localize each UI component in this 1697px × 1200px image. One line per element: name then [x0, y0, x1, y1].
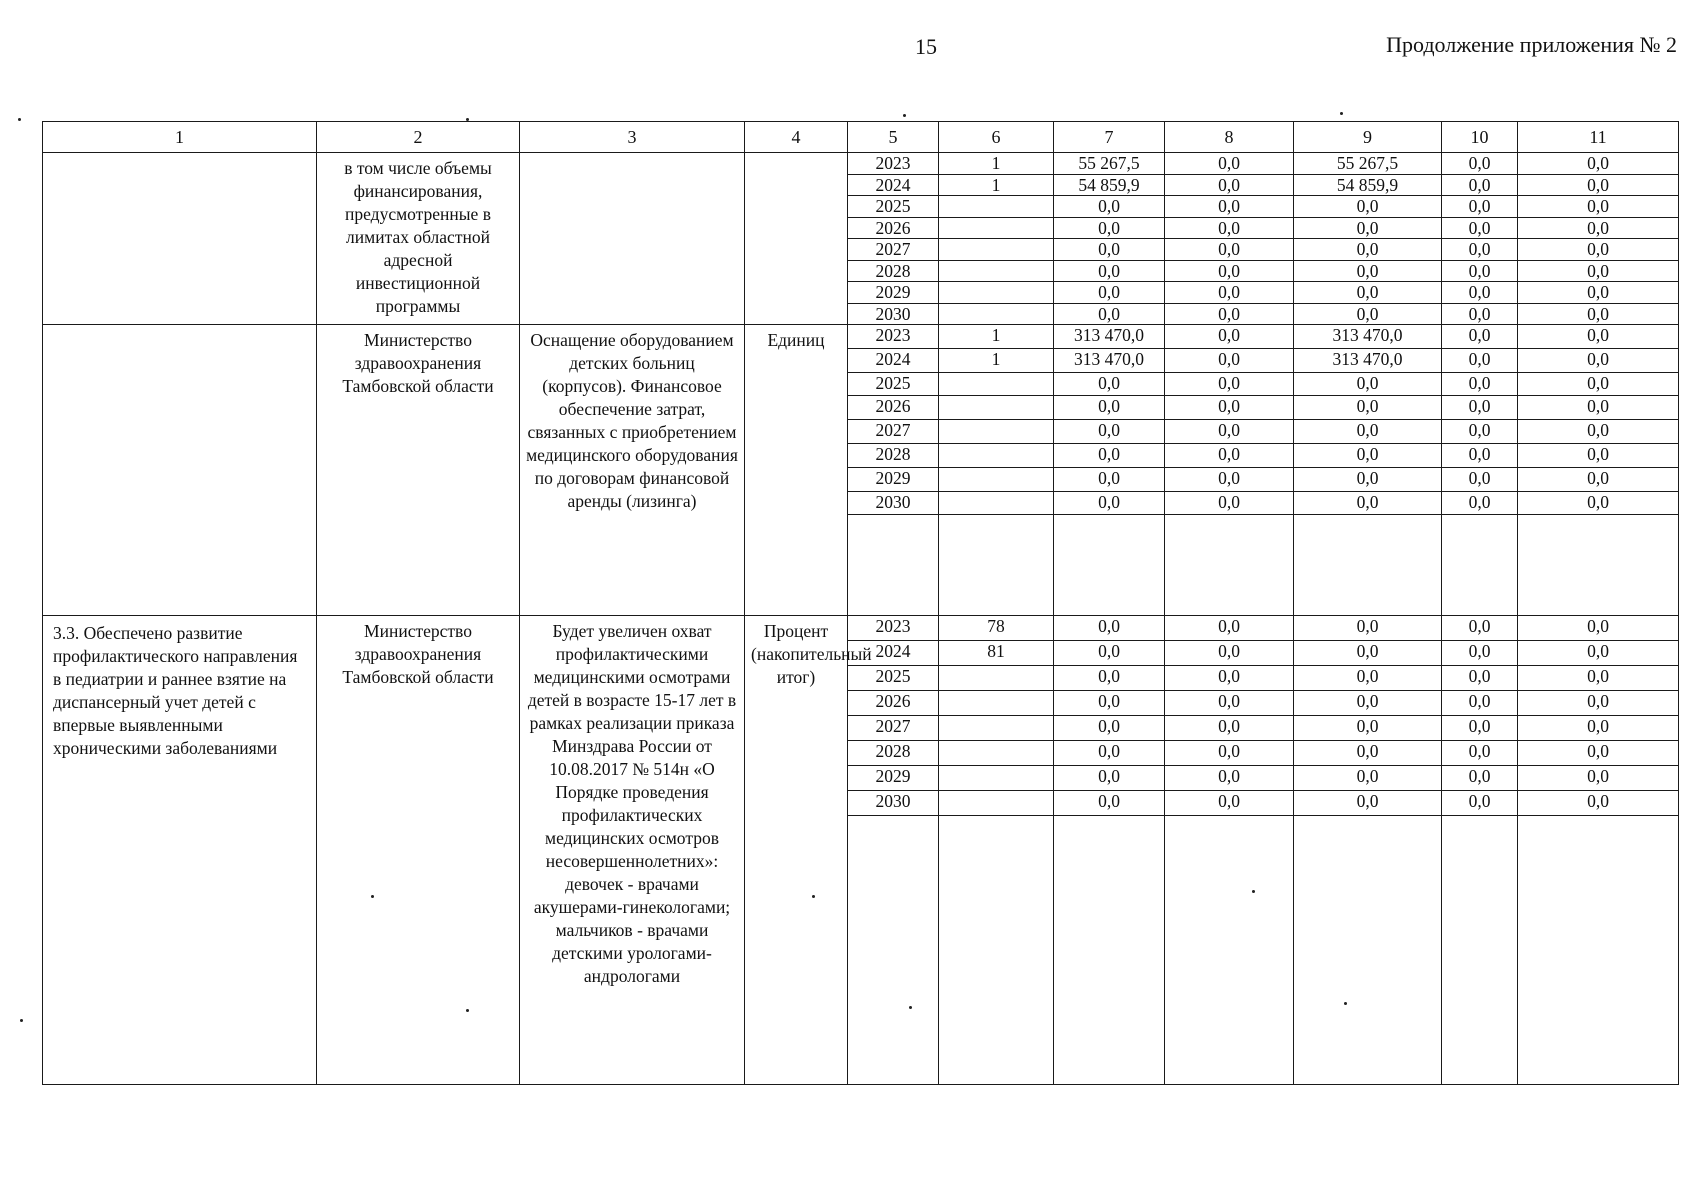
- header-cell: 10: [1442, 122, 1518, 153]
- value-cell: 0,0: [1165, 691, 1294, 716]
- scan-speck: [903, 114, 906, 117]
- scan-speck: [1340, 112, 1343, 115]
- empty-cell: [1518, 515, 1679, 616]
- value-cell: [939, 741, 1054, 766]
- year-cell: 2028: [848, 260, 939, 282]
- value-cell: 0,0: [1165, 196, 1294, 218]
- value-cell: 0,0: [1518, 666, 1679, 691]
- header-cell: 4: [745, 122, 848, 153]
- value-cell: 0,0: [1442, 174, 1518, 196]
- value-cell: [939, 196, 1054, 218]
- value-cell: 0,0: [1518, 616, 1679, 641]
- value-cell: 0,0: [1518, 467, 1679, 491]
- value-cell: 0,0: [1518, 372, 1679, 396]
- value-cell: 0,0: [1165, 260, 1294, 282]
- value-cell: 0,0: [1054, 691, 1165, 716]
- value-cell: 0,0: [1518, 396, 1679, 420]
- value-cell: 0,0: [1054, 260, 1165, 282]
- empty-cell: [1054, 515, 1165, 616]
- value-cell: 1: [939, 325, 1054, 349]
- value-cell: 0,0: [1054, 372, 1165, 396]
- table-row: [43, 153, 1679, 175]
- value-cell: 0,0: [1442, 666, 1518, 691]
- value-cell: 0,0: [1294, 239, 1442, 261]
- value-cell: 0,0: [1518, 491, 1679, 515]
- empty-cell: [1442, 515, 1518, 616]
- year-cell: 2030: [848, 303, 939, 325]
- value-cell: 0,0: [1165, 616, 1294, 641]
- value-cell: 0,0: [1294, 467, 1442, 491]
- value-cell: 0,0: [1442, 303, 1518, 325]
- event-cell: Будет увеличен охват профилактическими медицинскими осмотрами детей в возрасте 15-17 лет в рамках реализации приказа Минздрава России от 10.08.2017 № 514н «О Порядке проведения профилактических медицинских осмотров несовершеннолетних»: девочек - врачами акушерами-гинекологами; мальчиков - врачами детскими урологами-андрологами: [520, 616, 745, 1085]
- empty-cell: [1165, 515, 1294, 616]
- value-cell: 0,0: [1518, 641, 1679, 666]
- year-cell: 2023: [848, 153, 939, 175]
- header-cell: 8: [1165, 122, 1294, 153]
- value-cell: 0,0: [1442, 153, 1518, 175]
- value-cell: 0,0: [1165, 666, 1294, 691]
- header-cell: 1: [43, 122, 317, 153]
- value-cell: 54 859,9: [1054, 174, 1165, 196]
- value-cell: 313 470,0: [1294, 348, 1442, 372]
- value-cell: 0,0: [1442, 325, 1518, 349]
- year-cell: 2028: [848, 741, 939, 766]
- value-cell: 55 267,5: [1294, 153, 1442, 175]
- year-cell: 2026: [848, 691, 939, 716]
- budget-table: [42, 121, 1679, 1085]
- value-cell: 0,0: [1294, 443, 1442, 467]
- value-cell: 0,0: [1165, 396, 1294, 420]
- value-cell: 313 470,0: [1054, 348, 1165, 372]
- header-cell: 3: [520, 122, 745, 153]
- empty-cell: [1294, 816, 1442, 1085]
- value-cell: 0,0: [1054, 666, 1165, 691]
- unit-cell: Единиц: [745, 325, 848, 616]
- value-cell: 0,0: [1165, 348, 1294, 372]
- unit-cell: [745, 153, 848, 325]
- header-cell: 6: [939, 122, 1054, 153]
- value-cell: 0,0: [1442, 766, 1518, 791]
- value-cell: 0,0: [1294, 217, 1442, 239]
- scan-speck: [20, 1019, 23, 1022]
- value-cell: 0,0: [1294, 260, 1442, 282]
- value-cell: 0,0: [1518, 766, 1679, 791]
- value-cell: 0,0: [1294, 766, 1442, 791]
- value-cell: 78: [939, 616, 1054, 641]
- indicator-cell: [43, 153, 317, 325]
- value-cell: 0,0: [1518, 443, 1679, 467]
- responsible-cell: Министерство здравоохранения Тамбовской области: [317, 616, 520, 1085]
- header-cell: 11: [1518, 122, 1679, 153]
- year-cell: 2023: [848, 616, 939, 641]
- value-cell: 0,0: [1165, 217, 1294, 239]
- value-cell: 0,0: [1054, 239, 1165, 261]
- page-caption: Продолжение приложения № 2: [1386, 32, 1677, 57]
- value-cell: 0,0: [1442, 420, 1518, 444]
- year-cell: 2024: [848, 641, 939, 666]
- header-row: [43, 122, 1679, 153]
- value-cell: 0,0: [1165, 282, 1294, 304]
- value-cell: 0,0: [1518, 282, 1679, 304]
- year-cell: 2026: [848, 217, 939, 239]
- value-cell: 0,0: [1165, 153, 1294, 175]
- value-cell: 0,0: [1054, 616, 1165, 641]
- empty-cell: [1054, 816, 1165, 1085]
- value-cell: 0,0: [1294, 491, 1442, 515]
- value-cell: 0,0: [1165, 741, 1294, 766]
- value-cell: 0,0: [1294, 282, 1442, 304]
- responsible-cell: в том числе объемы финансирования, предусмотренные в лимитах областной адресной инвестиционной программы: [317, 153, 520, 325]
- value-cell: 0,0: [1442, 196, 1518, 218]
- year-cell: 2024: [848, 174, 939, 196]
- value-cell: 0,0: [1518, 239, 1679, 261]
- value-cell: 0,0: [1054, 282, 1165, 304]
- value-cell: 0,0: [1442, 741, 1518, 766]
- year-cell: 2025: [848, 196, 939, 218]
- value-cell: 0,0: [1442, 616, 1518, 641]
- empty-cell: [1518, 816, 1679, 1085]
- value-cell: 0,0: [1442, 641, 1518, 666]
- value-cell: 0,0: [1294, 420, 1442, 444]
- value-cell: 0,0: [1442, 282, 1518, 304]
- empty-cell: [848, 816, 939, 1085]
- value-cell: 0,0: [1165, 641, 1294, 666]
- year-cell: 2025: [848, 372, 939, 396]
- value-cell: [939, 282, 1054, 304]
- unit-cell: Процент (накопительный итог): [745, 616, 848, 1085]
- year-cell: 2023: [848, 325, 939, 349]
- value-cell: 0,0: [1442, 372, 1518, 396]
- value-cell: 0,0: [1294, 716, 1442, 741]
- value-cell: 0,0: [1054, 443, 1165, 467]
- empty-cell: [1442, 816, 1518, 1085]
- value-cell: [939, 666, 1054, 691]
- value-cell: 0,0: [1165, 372, 1294, 396]
- value-cell: 0,0: [1442, 791, 1518, 816]
- year-cell: 2024: [848, 348, 939, 372]
- value-cell: 81: [939, 641, 1054, 666]
- value-cell: 0,0: [1294, 691, 1442, 716]
- indicator-cell: [43, 325, 317, 616]
- value-cell: 0,0: [1518, 420, 1679, 444]
- value-cell: 0,0: [1518, 196, 1679, 218]
- value-cell: 54 859,9: [1294, 174, 1442, 196]
- value-cell: 0,0: [1294, 396, 1442, 420]
- value-cell: 0,0: [1518, 691, 1679, 716]
- header-cell: 9: [1294, 122, 1442, 153]
- year-cell: 2029: [848, 467, 939, 491]
- value-cell: 0,0: [1054, 716, 1165, 741]
- value-cell: 0,0: [1165, 766, 1294, 791]
- year-cell: 2027: [848, 716, 939, 741]
- value-cell: [939, 443, 1054, 467]
- value-cell: 313 470,0: [1054, 325, 1165, 349]
- value-cell: 0,0: [1518, 260, 1679, 282]
- scan-speck: [18, 118, 21, 121]
- empty-cell: [939, 515, 1054, 616]
- value-cell: 0,0: [1165, 303, 1294, 325]
- value-cell: 0,0: [1054, 791, 1165, 816]
- value-cell: [939, 420, 1054, 444]
- value-cell: 0,0: [1518, 303, 1679, 325]
- event-cell: Оснащение оборудованием детских больниц (корпусов). Финансовое обеспечение затрат, связанных с приобретением медицинского оборудования по договорам финансовой аренды (лизинга): [520, 325, 745, 616]
- value-cell: 0,0: [1165, 325, 1294, 349]
- value-cell: 0,0: [1294, 666, 1442, 691]
- value-cell: 0,0: [1054, 217, 1165, 239]
- year-cell: 2028: [848, 443, 939, 467]
- empty-cell: [939, 816, 1054, 1085]
- value-cell: 0,0: [1165, 174, 1294, 196]
- value-cell: 0,0: [1294, 791, 1442, 816]
- value-cell: 0,0: [1442, 716, 1518, 741]
- value-cell: [939, 716, 1054, 741]
- value-cell: [939, 791, 1054, 816]
- value-cell: 0,0: [1442, 348, 1518, 372]
- value-cell: 0,0: [1165, 443, 1294, 467]
- value-cell: 0,0: [1518, 153, 1679, 175]
- year-cell: 2030: [848, 791, 939, 816]
- value-cell: 0,0: [1518, 348, 1679, 372]
- event-cell: [520, 153, 745, 325]
- value-cell: 0,0: [1294, 303, 1442, 325]
- value-cell: 313 470,0: [1294, 325, 1442, 349]
- value-cell: 0,0: [1518, 791, 1679, 816]
- year-cell: 2029: [848, 282, 939, 304]
- value-cell: 0,0: [1294, 641, 1442, 666]
- value-cell: 0,0: [1442, 491, 1518, 515]
- value-cell: 0,0: [1442, 396, 1518, 420]
- value-cell: 0,0: [1442, 443, 1518, 467]
- value-cell: 0,0: [1165, 239, 1294, 261]
- value-cell: 0,0: [1054, 396, 1165, 420]
- value-cell: 0,0: [1054, 467, 1165, 491]
- value-cell: 0,0: [1165, 791, 1294, 816]
- value-cell: 0,0: [1165, 491, 1294, 515]
- value-cell: 0,0: [1054, 196, 1165, 218]
- year-cell: 2029: [848, 766, 939, 791]
- value-cell: 0,0: [1165, 716, 1294, 741]
- value-cell: 0,0: [1442, 691, 1518, 716]
- value-cell: [939, 766, 1054, 791]
- year-cell: 2025: [848, 666, 939, 691]
- table-row: [43, 616, 1679, 641]
- indicator-cell: 3.3. Обеспечено развитие профилактического направления в педиатрии и раннее взятие на диспансерный учет детей с впервые выявленными хроническими заболеваниями: [43, 616, 317, 1085]
- page-number: 15: [915, 34, 937, 59]
- value-cell: 0,0: [1518, 716, 1679, 741]
- year-cell: 2027: [848, 239, 939, 261]
- table-row: [43, 325, 1679, 349]
- header-cell: 2: [317, 122, 520, 153]
- value-cell: [939, 217, 1054, 239]
- year-cell: 2026: [848, 396, 939, 420]
- value-cell: 1: [939, 153, 1054, 175]
- value-cell: [939, 396, 1054, 420]
- value-cell: 0,0: [1518, 174, 1679, 196]
- value-cell: [939, 303, 1054, 325]
- value-cell: [939, 260, 1054, 282]
- value-cell: [939, 491, 1054, 515]
- value-cell: 0,0: [1294, 741, 1442, 766]
- value-cell: 0,0: [1054, 766, 1165, 791]
- value-cell: 55 267,5: [1054, 153, 1165, 175]
- value-cell: 1: [939, 174, 1054, 196]
- responsible-cell: Министерство здравоохранения Тамбовской области: [317, 325, 520, 616]
- value-cell: 0,0: [1294, 196, 1442, 218]
- value-cell: 0,0: [1054, 641, 1165, 666]
- empty-cell: [1165, 816, 1294, 1085]
- value-cell: 0,0: [1054, 303, 1165, 325]
- value-cell: 0,0: [1294, 372, 1442, 396]
- value-cell: 0,0: [1165, 467, 1294, 491]
- value-cell: [939, 467, 1054, 491]
- value-cell: [939, 691, 1054, 716]
- value-cell: 0,0: [1442, 467, 1518, 491]
- value-cell: 0,0: [1442, 239, 1518, 261]
- value-cell: 0,0: [1054, 491, 1165, 515]
- value-cell: 0,0: [1518, 217, 1679, 239]
- header-cell: 5: [848, 122, 939, 153]
- value-cell: [939, 239, 1054, 261]
- value-cell: 0,0: [1442, 217, 1518, 239]
- value-cell: 0,0: [1442, 260, 1518, 282]
- value-cell: 1: [939, 348, 1054, 372]
- value-cell: 0,0: [1518, 325, 1679, 349]
- value-cell: [939, 372, 1054, 396]
- value-cell: 0,0: [1518, 741, 1679, 766]
- empty-cell: [848, 515, 939, 616]
- value-cell: 0,0: [1054, 420, 1165, 444]
- value-cell: 0,0: [1165, 420, 1294, 444]
- year-cell: 2027: [848, 420, 939, 444]
- value-cell: 0,0: [1054, 741, 1165, 766]
- empty-cell: [1294, 515, 1442, 616]
- value-cell: 0,0: [1294, 616, 1442, 641]
- header-cell: 7: [1054, 122, 1165, 153]
- year-cell: 2030: [848, 491, 939, 515]
